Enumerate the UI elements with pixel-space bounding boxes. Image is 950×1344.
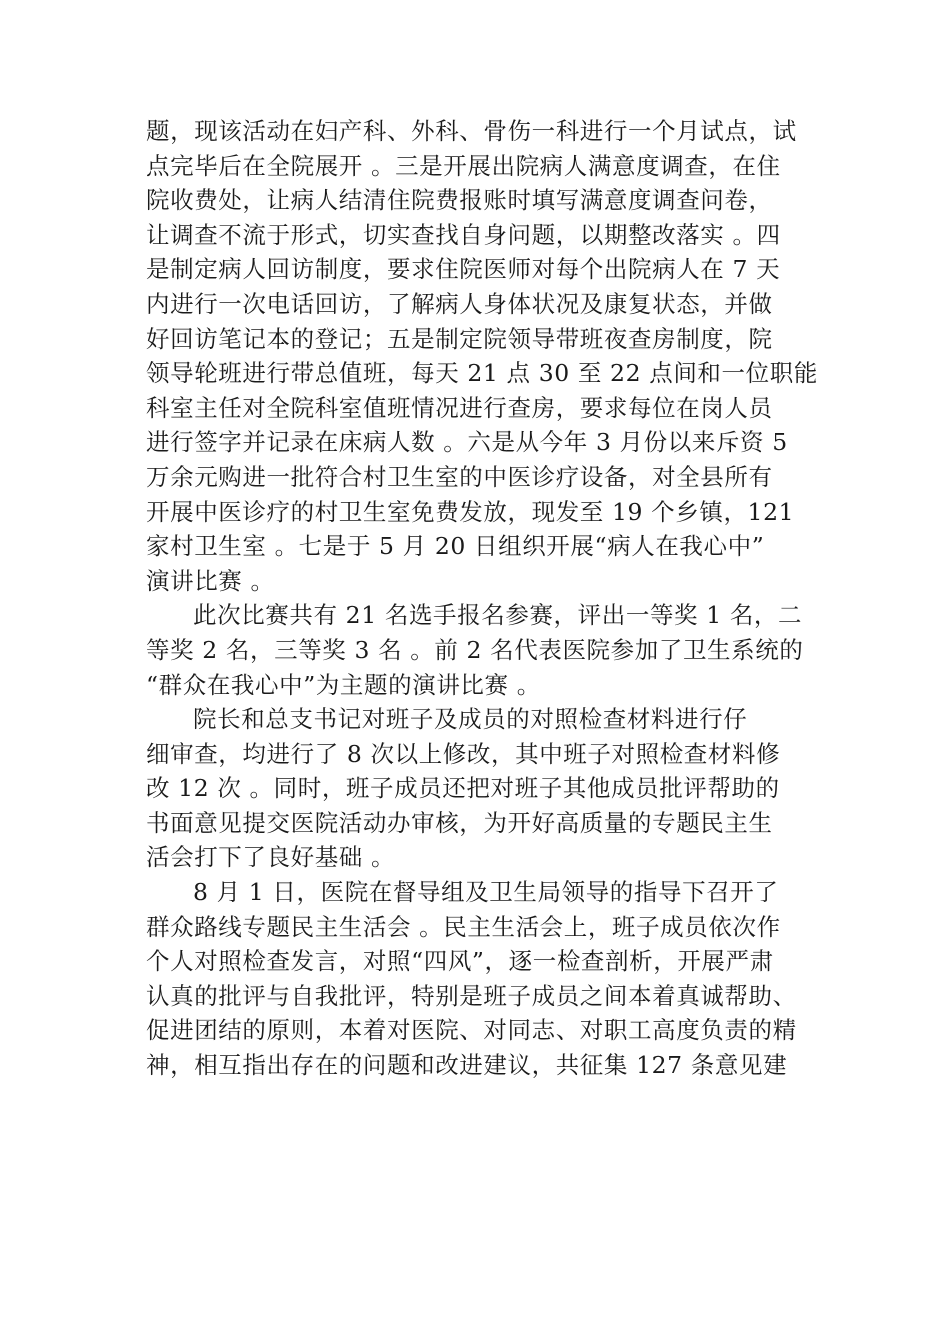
text-line: 认真的批评与自我批评，特别是班子成员之间本着真诚帮助、	[146, 981, 797, 1010]
text-line: 改 12 次 。同时，班子成员还把对班子其他成员批评帮助的	[146, 774, 780, 803]
text-line: 内进行一次电话回访，了解病人身体状况及康复状态，并做	[146, 289, 773, 318]
paragraph-p2	[146, 598, 826, 702]
text-line: 促进团结的原则，本着对医院、对同志、对职工高度负责的精	[146, 1016, 797, 1045]
text-line: 家村卫生室 。七是于 5 月 20 日组织开展“病人在我心中”	[146, 532, 765, 561]
paragraph-p1	[146, 114, 826, 598]
text-line: 点完毕后在全院展开 。三是开展出院病人满意度调查，在住	[146, 151, 781, 180]
text-line: 细审查，均进行了 8 次以上修改，其中班子对照检查材料修	[146, 739, 781, 768]
text-line: 万余元购进一批符合村卫生室的中医诊疗设备，对全县所有	[146, 462, 773, 491]
text-line: 8 月 1 日，医院在督导组及卫生局领导的指导下召开了	[193, 878, 779, 907]
paragraph-p4	[146, 875, 826, 1083]
document-body	[146, 114, 826, 1083]
text-line: 书面意见提交医院活动办审核，为开好高质量的专题民主生	[146, 808, 773, 837]
text-line: 神，相互指出存在的问题和改进建议，共征集 127 条意见建	[146, 1051, 788, 1080]
text-line: 进行签字并记录在床病人数 。六是从今年 3 月份以来斥资 5	[146, 428, 788, 457]
text-line: 院长和总支书记对班子及成员的对照检查材料进行仔	[193, 705, 748, 734]
text-line: 等奖 2 名，三等奖 3 名 。前 2 名代表医院参加了卫生系统的	[146, 635, 804, 664]
text-line: 个人对照检查发言，对照“四风”，逐一检查剖析，开展严肃	[146, 947, 774, 976]
text-line: 题，现该活动在妇产科、外科、骨伤一科进行一个月试点，试	[146, 117, 797, 145]
text-line: 让调查不流于形式，切实查找自身问题，以期整改落实 。四	[146, 220, 781, 249]
text-line: 此次比赛共有 21 名选手报名参赛，评出一等奖 1 名，二	[193, 601, 803, 630]
text-line: 群众路线专题民主生活会 。民主生活会上，班子成员依次作	[146, 912, 781, 941]
text-line: 活会打下了良好基础 。	[146, 843, 396, 872]
text-line: 领导轮班进行带总值班，每天 21 点 30 至 22 点间和一位职能	[146, 359, 818, 388]
text-line: 好回访笔记本的登记；五是制定院领导带班夜查房制度，院	[146, 324, 773, 353]
text-line: 科室主任对全院科室值班情况进行查房，要求每位在岗人员	[146, 393, 773, 422]
paragraph-p3	[146, 702, 826, 875]
text-line: 院收费处，让病人结清住院费报账时填写满意度调查问卷，	[146, 186, 773, 215]
text-line: 演讲比赛 。	[146, 566, 275, 595]
text-line: 是制定病人回访制度，要求住院医师对每个出院病人在 7 天	[146, 255, 781, 284]
text-line: “群众在我心中”为主题的演讲比赛 。	[146, 670, 541, 699]
text-line: 开展中医诊疗的村卫生室免费发放，现发至 19 个乡镇，121	[146, 497, 795, 526]
